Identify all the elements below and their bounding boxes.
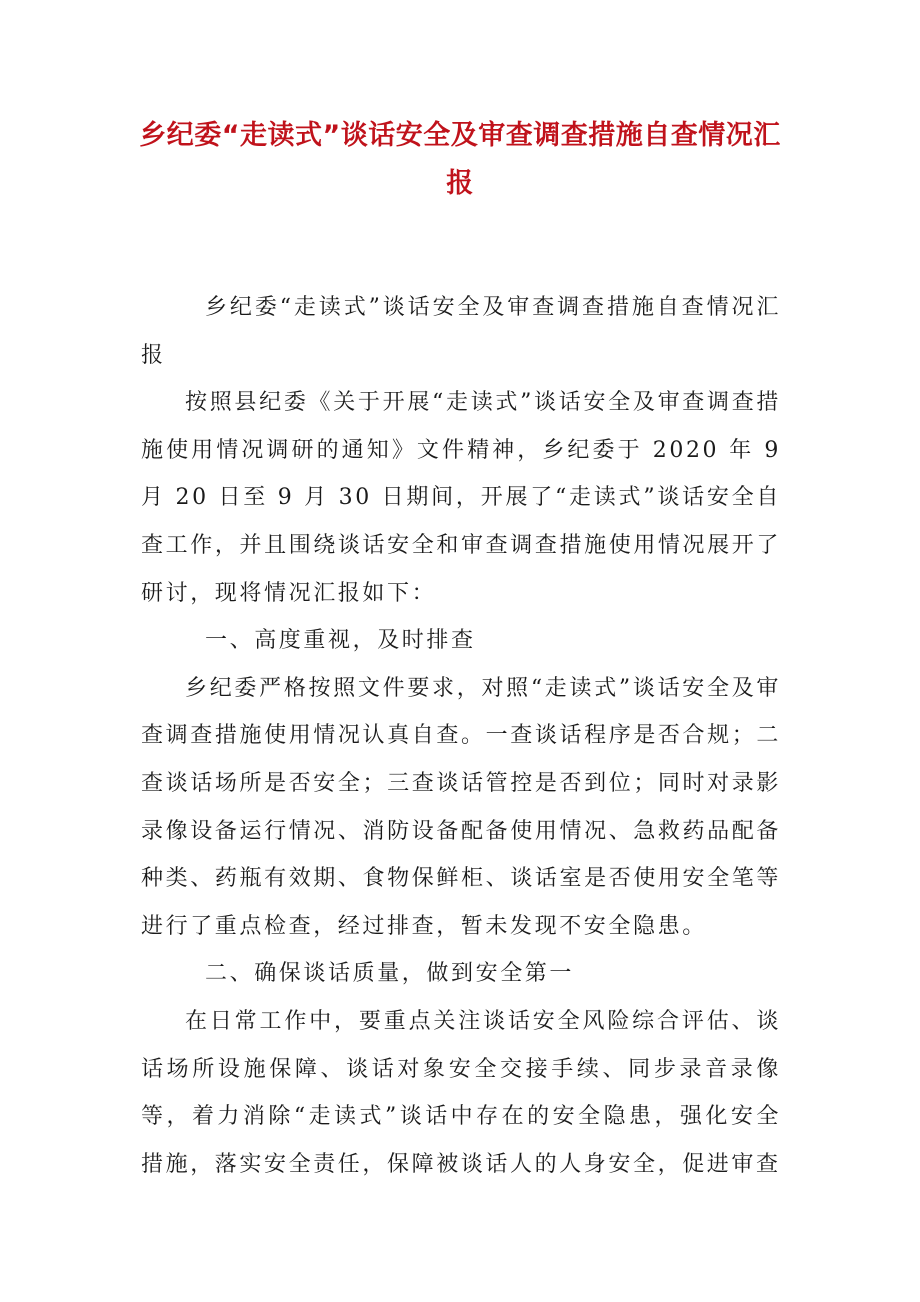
body-repeated-title: 乡纪委“走读式”谈话安全及审查调查措施自查情况汇报 xyxy=(141,295,781,368)
intro-paragraph: 按照县纪委《关于开展“走读式”谈话安全及审查调查措施使用情况调研的通知》文件精神，乡纪委于 2020 年 9 月 20 日至 9 月 30 日期间，开展了“走读式”谈话安全自查工作，并且围绕谈话安全和审查调查措施使用情况展开了研讨，现将情况汇报如下： xyxy=(141,390,781,606)
document-body xyxy=(141,284,781,1188)
document-title: 乡纪委“走读式”谈话安全及审查调查措施自查情况汇报 xyxy=(139,120,781,199)
section-heading-1: 一、高度重视，及时排查 xyxy=(205,628,476,654)
section-1-paragraph: 乡纪委严格按照文件要求，对照“走读式”谈话安全及审查调查措施使用情况认真自查。一查谈话程序是否合规；二查谈话场所是否安全；三查谈话管控是否到位；同时对录影录像设备运行情况、消防设备配备使用情况、急救药品配备种类、药瓶有效期、食物保鲜柜、谈话室是否使用安全笔等进行了重点检查，经过排查，暂未发现不安全隐患。 xyxy=(141,675,781,939)
section-heading-2: 二、确保谈话质量，做到安全第一 xyxy=(205,961,575,987)
section-2-paragraph: 在日常工作中，要重点关注谈话安全风险综合评估、谈话场所设施保障、谈话对象安全交接手续、同步录音录像等，着力消除“走读式”谈话中存在的安全隐患，强化安全措施，落实安全责任，保障被谈话人的人身安全，促进审查 xyxy=(141,1008,781,1177)
